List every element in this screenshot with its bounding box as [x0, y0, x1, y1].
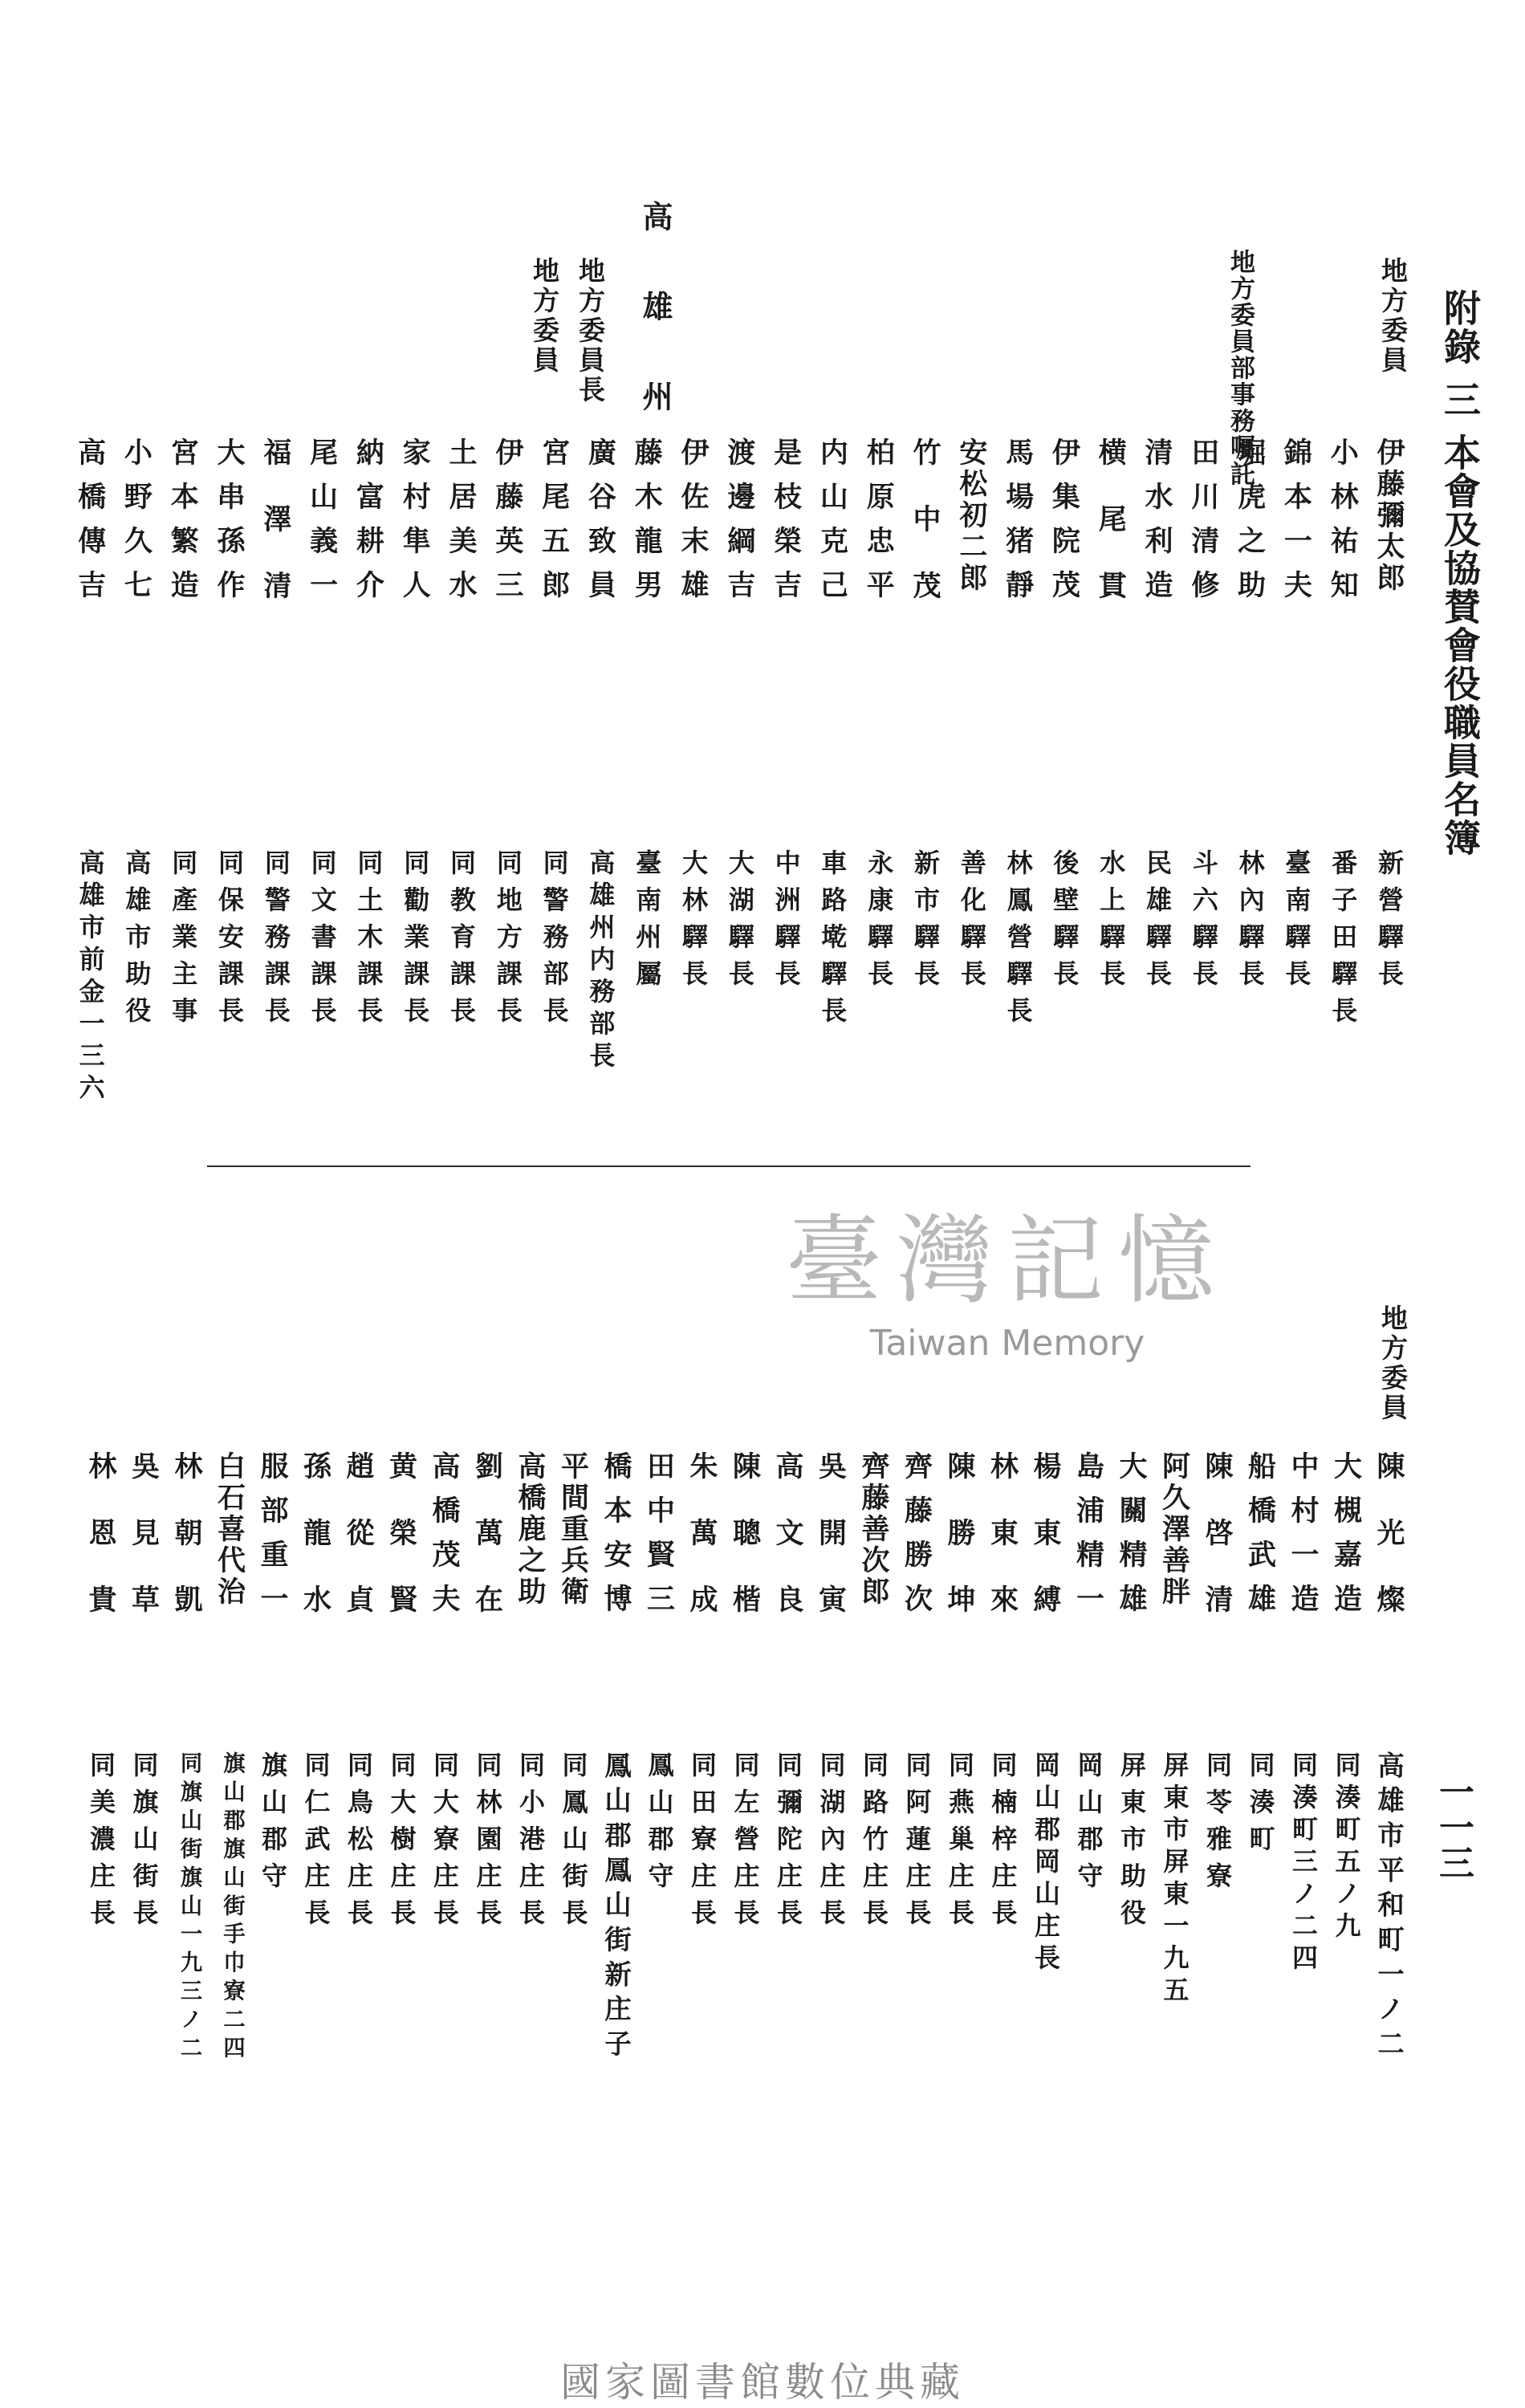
- prefecture-title: 高 雄 州: [637, 201, 673, 425]
- role-label-chairman: 地方委員長: [575, 257, 606, 405]
- role-label-local-committee-bottom: 地方委員: [1377, 1304, 1409, 1423]
- member-post: 同阿蓮庄長: [901, 1751, 933, 1936]
- member-post: 同教育課長: [446, 849, 477, 1034]
- member-post: 永康驛長: [864, 849, 895, 997]
- member-name: 高橋鹿之助: [514, 1451, 547, 1608]
- member-post: 同大寮庄長: [429, 1751, 460, 1936]
- member-post: 屏東市助役: [1116, 1751, 1147, 1936]
- member-post: 同湊町五ノ九: [1331, 1751, 1362, 1944]
- member-name: 福澤清: [258, 437, 292, 637]
- watermark-en-text: Taiwan Memory: [869, 1323, 1145, 1364]
- member-name: 田川清修: [1186, 437, 1220, 614]
- member-name: 廣谷致員: [584, 437, 617, 614]
- member-post: 新市驛長: [910, 849, 941, 997]
- member-name: 尾山義一: [305, 437, 339, 614]
- member-name: 清水利造: [1141, 437, 1173, 614]
- member-post: 同湖內庄長: [815, 1751, 847, 1936]
- member-post: 同大樹庄長: [386, 1751, 417, 1936]
- member-name: 陳勝坤: [943, 1451, 976, 1651]
- member-name: 白石喜代治: [213, 1451, 246, 1608]
- member-name: 大串孫作: [213, 437, 246, 614]
- page-number: 一一三: [1433, 1774, 1474, 1880]
- member-post: 同燕巢庄長: [945, 1751, 975, 1936]
- member-name: 平間重兵衛: [556, 1451, 590, 1608]
- member-name: 小林祐知: [1326, 437, 1360, 614]
- member-name: 藤木龍男: [630, 437, 664, 614]
- member-post: 同田寮庄長: [687, 1751, 718, 1936]
- member-post: 水上驛長: [1096, 849, 1127, 997]
- member-post: 臺南州屬: [632, 849, 663, 997]
- member-name: 納富耕介: [352, 437, 385, 614]
- member-name: 伊佐末雄: [677, 437, 710, 614]
- member-name: 土居美水: [445, 437, 478, 614]
- member-name: 吳開寅: [814, 1451, 848, 1651]
- member-post: 同鳥松庄長: [344, 1751, 374, 1936]
- member-post: 善化驛長: [956, 849, 987, 997]
- member-post: 高雄州内務部長: [585, 849, 616, 1074]
- role-label-local-committee: 地方委員: [1377, 257, 1409, 376]
- member-post: 同警務部長: [539, 849, 570, 1034]
- member-post: 同路竹庄長: [859, 1751, 889, 1936]
- member-post: 同小港庄長: [515, 1751, 546, 1936]
- member-name: 堀虎之助: [1233, 437, 1267, 614]
- member-name: 島浦精一: [1072, 1451, 1105, 1628]
- member-post: 同苓雅寮: [1202, 1751, 1233, 1899]
- member-post: 同產業主事: [168, 849, 199, 1034]
- member-name: 家村隼人: [398, 437, 432, 614]
- member-name: 齊藤勝次: [900, 1451, 933, 1628]
- member-post: 大湖驛長: [724, 849, 755, 997]
- member-post: 屏東市屏東一九五: [1159, 1751, 1190, 2008]
- role-label-member: 地方委員: [529, 257, 560, 376]
- member-name: 宮本繁造: [166, 437, 200, 614]
- member-post: 同仁武庄長: [300, 1751, 331, 1936]
- member-name: 服部重一: [256, 1451, 289, 1628]
- member-post: 同美濃庄長: [86, 1751, 116, 1936]
- member-name: 中村一造: [1287, 1451, 1320, 1628]
- bottom-section: [0, 1156, 1525, 2320]
- member-post: 中洲驛長: [771, 849, 802, 997]
- member-name: 高橋茂夫: [428, 1451, 461, 1628]
- member-name: 黄榮賢: [384, 1451, 418, 1651]
- member-post: 臺南驛長: [1281, 849, 1312, 997]
- member-post: 民雄驛長: [1142, 849, 1173, 997]
- member-post: 鳳山郡守: [644, 1751, 675, 1899]
- member-name: 齊藤善次郎: [857, 1451, 890, 1608]
- member-post: 高雄市前金一三六: [75, 849, 106, 1106]
- member-post: 斗六驛長: [1188, 849, 1219, 997]
- member-post: 同保安課長: [214, 849, 245, 1034]
- member-name: 横尾貫: [1094, 437, 1128, 637]
- member-name: 橋本安博: [600, 1451, 632, 1628]
- member-post: 車路墘驛長: [817, 849, 848, 1034]
- member-name: 趙從貞: [342, 1451, 375, 1651]
- member-name: 吳見草: [127, 1451, 161, 1651]
- member-name: 宮尾五郎: [537, 437, 571, 614]
- appendix-header: 附錄 三 本會及協賛會役職員名簿: [1438, 289, 1482, 858]
- member-post: 後壁驛長: [1049, 849, 1080, 997]
- role-label-committee-office: 地方委員部事務囑託: [1226, 249, 1255, 487]
- member-name: 竹中茂: [909, 437, 941, 637]
- member-name: 劉萬在: [470, 1451, 504, 1651]
- member-name: 陳啓清: [1201, 1451, 1234, 1651]
- member-name: 安松初二郎: [954, 437, 988, 594]
- member-name: 大槻嘉造: [1329, 1451, 1363, 1628]
- member-post: 岡山郡守: [1073, 1751, 1104, 1899]
- member-name: 馬場猪靜: [1001, 437, 1035, 614]
- watermark-cn-text: 臺灣記憶: [786, 1206, 1229, 1317]
- member-name: 林恩貴: [84, 1451, 117, 1651]
- member-name: 船橋武雄: [1243, 1451, 1277, 1628]
- member-post: 同警務課長: [260, 849, 291, 1034]
- member-name: 伊集院茂: [1047, 437, 1081, 614]
- member-name: 是枝榮吉: [769, 437, 803, 614]
- member-post: 林鳳營驛長: [1002, 849, 1034, 1034]
- member-name: 柏原忠平: [862, 437, 896, 614]
- member-post: 同旗山街旗山一九三ノ二: [177, 1751, 202, 2064]
- member-name: 伊藤英三: [490, 437, 524, 614]
- library-footer: 國家圖書館數位典藏: [560, 2359, 965, 2406]
- member-name: 高橋傳吉: [73, 437, 107, 614]
- member-name: 楊東縛: [1029, 1451, 1062, 1651]
- member-post: 同鳳山街長: [558, 1751, 589, 1936]
- member-post: 同地方課長: [492, 849, 523, 1034]
- member-post: 同左營庄長: [730, 1751, 761, 1936]
- member-post: 同土木課長: [353, 849, 384, 1034]
- member-post: 同湊町: [1245, 1751, 1276, 1862]
- member-post: 高雄市助役: [121, 849, 152, 1034]
- member-name: 陳聰楷: [728, 1451, 762, 1651]
- member-post: 同旗山街長: [128, 1751, 160, 1936]
- member-name: 林東來: [986, 1451, 1019, 1651]
- member-name: 高文良: [771, 1451, 804, 1651]
- member-post: 岡山郡岡山庄長: [1031, 1751, 1061, 1976]
- member-post: 林內驛長: [1234, 849, 1266, 997]
- member-name: 林朝凱: [170, 1451, 203, 1651]
- member-name: 渡邊綱吉: [722, 437, 756, 614]
- member-name: 錦本一夫: [1279, 437, 1313, 614]
- member-post: 同勸業課長: [400, 849, 431, 1034]
- member-name: 陳光燦: [1372, 1451, 1405, 1651]
- member-post: 旗山郡守: [258, 1751, 288, 1899]
- member-post: 同文書課長: [307, 849, 338, 1034]
- member-post: 同楠梓庄長: [987, 1751, 1019, 1936]
- member-post: 新營驛長: [1374, 849, 1405, 997]
- member-name: 大關精雄: [1115, 1451, 1148, 1628]
- member-name: 孫龍水: [299, 1451, 332, 1651]
- member-post: 大林驛長: [678, 849, 709, 997]
- member-post: 番子田驛長: [1328, 849, 1359, 1034]
- member-post: 同林園庄長: [472, 1751, 503, 1936]
- top-section: [0, 0, 1525, 1156]
- member-name: 小野久七: [120, 437, 153, 614]
- member-post: 旗山郡旗山街手巾寮二四: [219, 1751, 246, 2064]
- member-post: 高雄市平和町一ノ二: [1373, 1751, 1405, 2064]
- member-name: 田中賢三: [642, 1451, 676, 1628]
- member-name: 阿久澤善胖: [1157, 1451, 1191, 1608]
- member-name: 朱萬成: [685, 1451, 718, 1651]
- member-post: 同湊町三ノ二四: [1288, 1751, 1319, 1976]
- member-name: 内山克己: [815, 437, 849, 614]
- member-post: 同彌陀庄長: [773, 1751, 803, 1936]
- member-name: 伊藤彌太郎: [1372, 437, 1405, 594]
- member-post: 鳳山郡鳳山街新庄子: [600, 1751, 632, 2064]
